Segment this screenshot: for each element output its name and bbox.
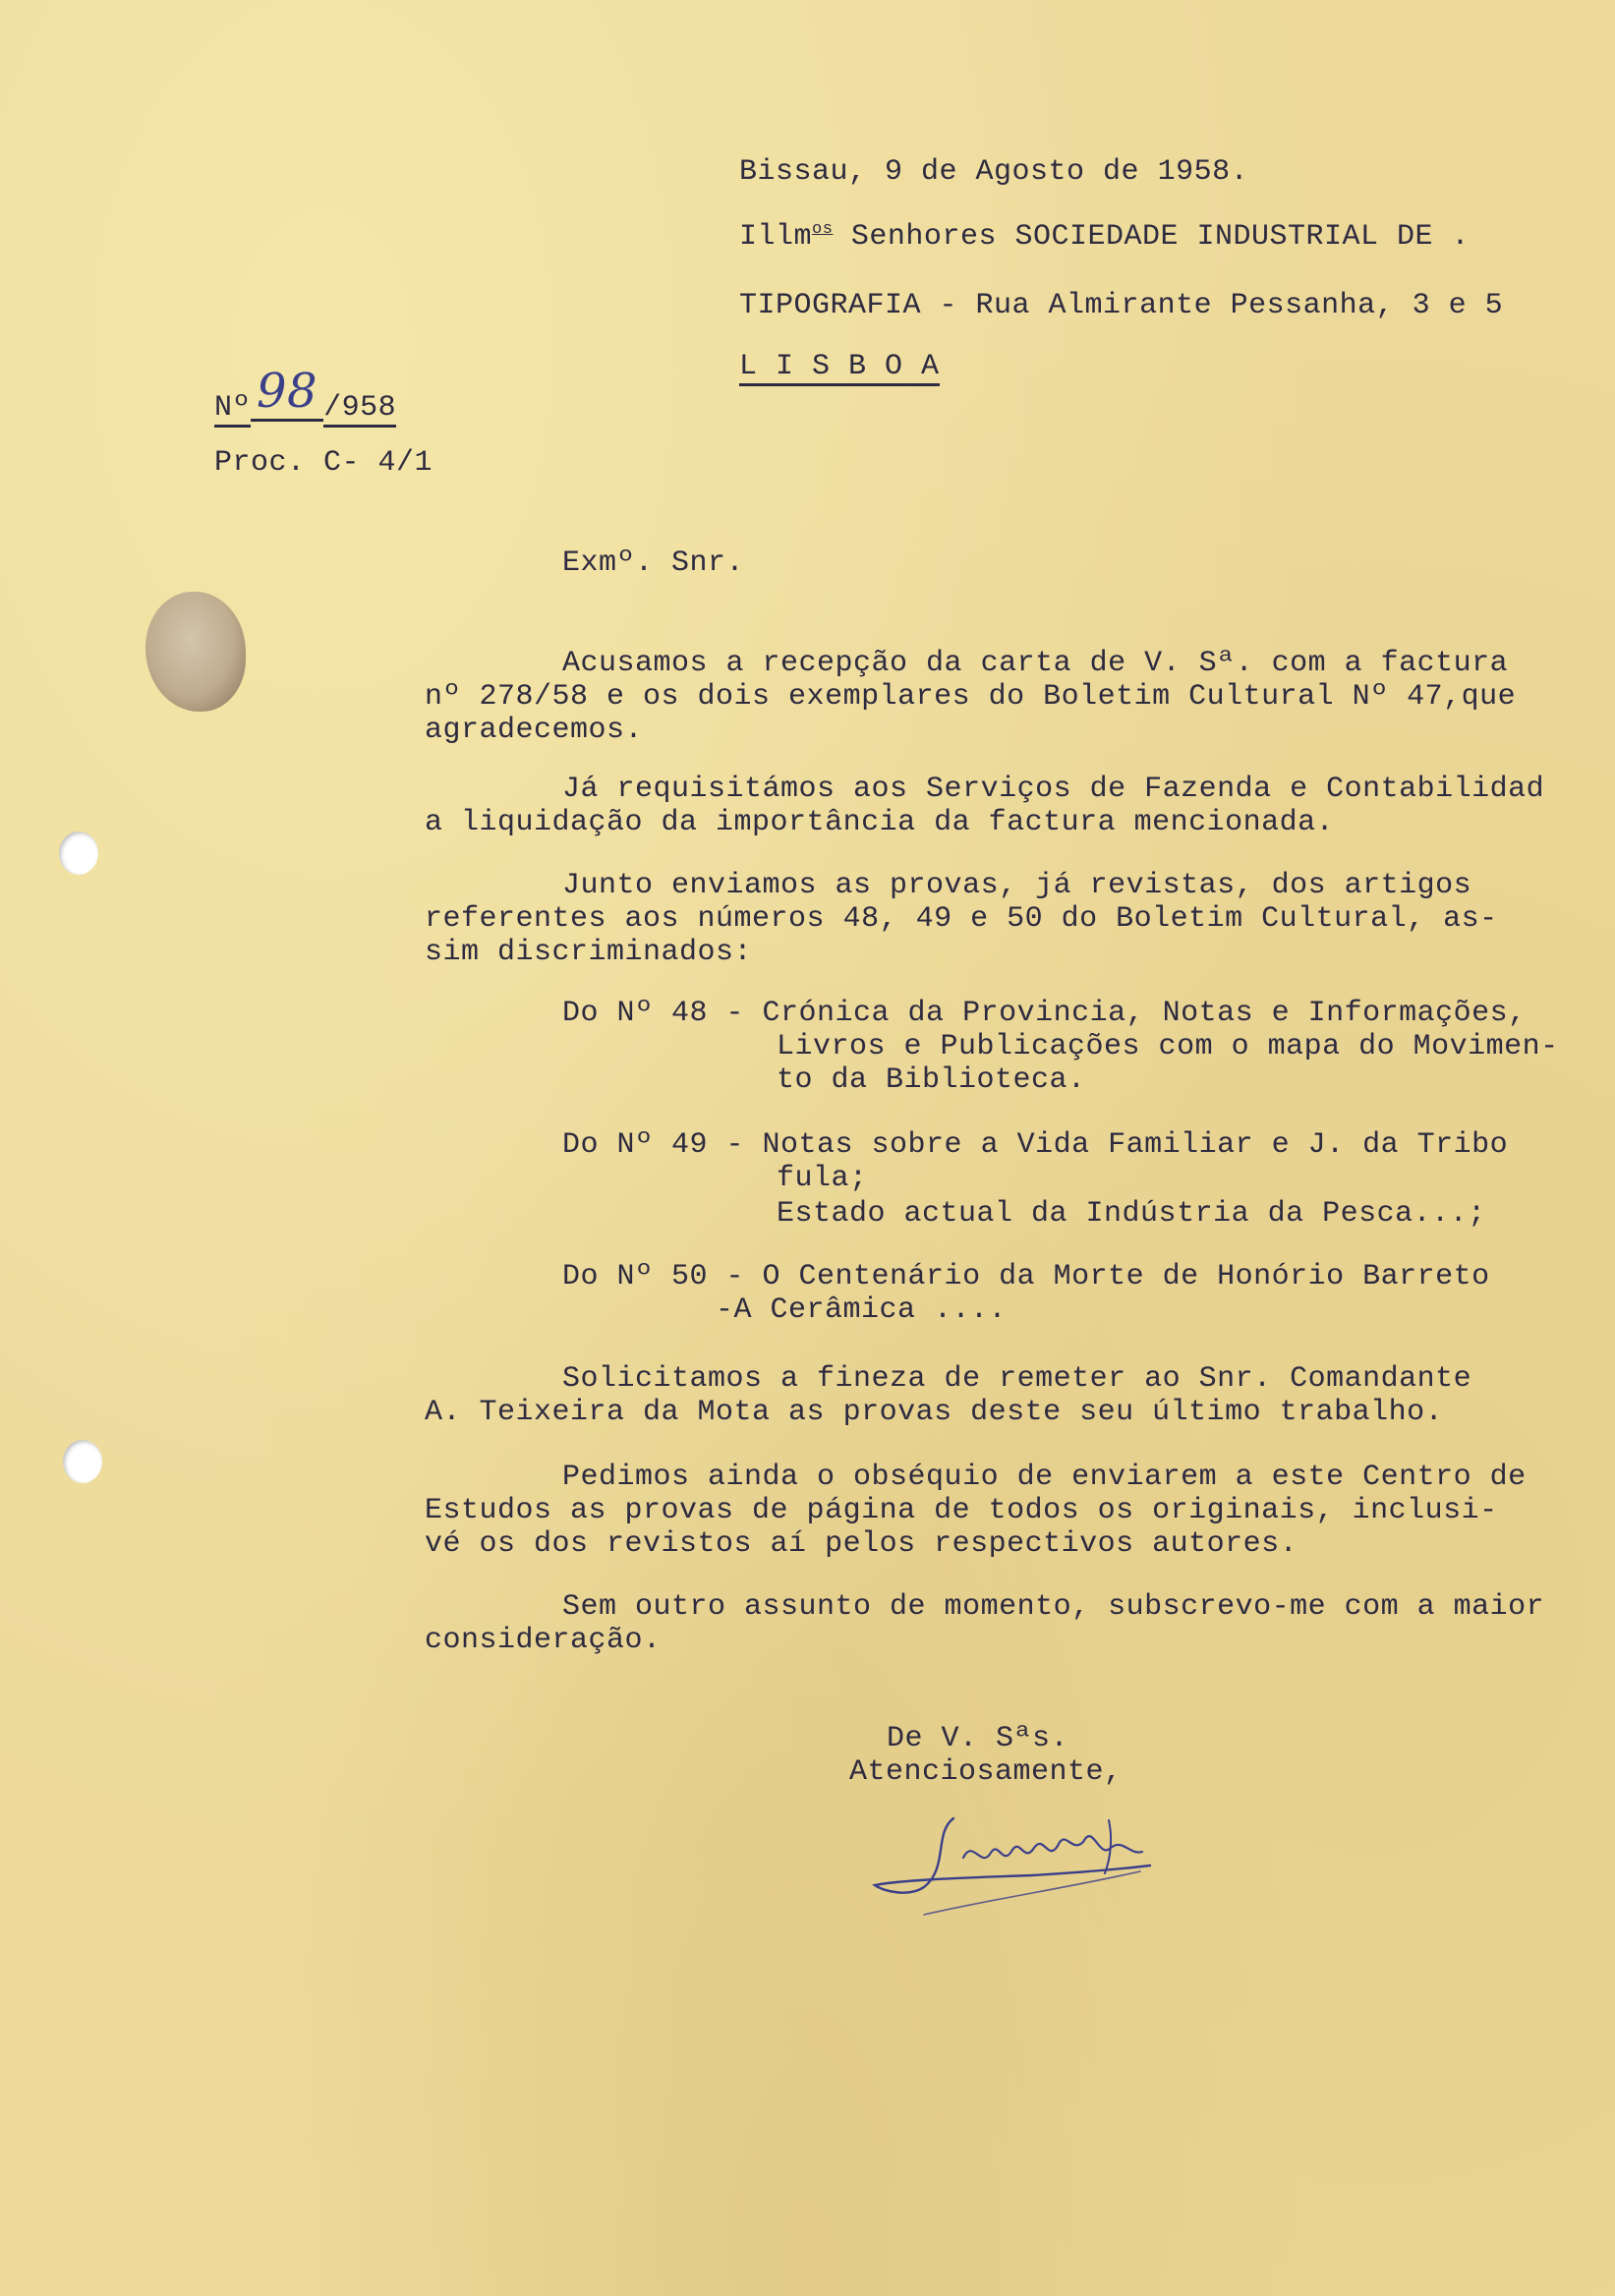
paragraph-2-line-1: Já requisitámos aos Serviços de Fazenda e Contabilidad xyxy=(562,773,1545,806)
paragraph-6-line-1: Sem outro assunto de momento, subscrevo-me com a maior xyxy=(562,1590,1545,1624)
paragraph-4-line-2: A. Teixeira da Mota as provas deste seu último trabalho. xyxy=(425,1396,1444,1429)
addressee-line-1: Illm$^{os}$ Senhores SOCIEDADE INDUSTRIAL DE . xyxy=(739,220,1471,254)
paragraph-5-line-1: Pedimos ainda o obséquio de enviarem a este Centro de xyxy=(562,1461,1527,1494)
paragraph-3-line-1: Junto enviamos as provas, já revistas, dos artigos xyxy=(562,869,1472,902)
punch-hole-upper xyxy=(59,832,98,875)
paragraph-1-line-3: agradecemos. xyxy=(425,714,644,747)
punch-hole-lower xyxy=(63,1440,102,1483)
place-date: Bissau, 9 de Agosto de 1958. xyxy=(739,155,1249,189)
paragraph-4-line-1: Solicitamos a fineza de remeter ao Snr. Comandante xyxy=(562,1362,1472,1396)
stain-mark xyxy=(145,592,246,712)
closing-line-1: De V. Sªs. xyxy=(887,1722,1069,1755)
item-50-line-2: -A Cerâmica .... xyxy=(716,1293,1008,1327)
process-reference: Proc. C- 4/1 xyxy=(214,446,433,480)
item-48-line-2: Livros e Publicações com o mapa do Movimen- xyxy=(777,1030,1559,1063)
closing-line-2: Atenciosamente, xyxy=(849,1755,1123,1789)
paragraph-6-line-2: consideração. xyxy=(425,1624,662,1657)
paragraph-2-line-2: a liquidação da importância da factura mencionada. xyxy=(425,806,1335,839)
item-49-line-2: fula; xyxy=(777,1162,868,1195)
signature xyxy=(865,1799,1180,1926)
paragraph-5-line-3: vé os dos revistos aí pelos respectivos autores. xyxy=(425,1527,1298,1561)
handwritten-number: 98 xyxy=(251,364,323,422)
salutation: Exmº. Snr. xyxy=(562,546,745,580)
paragraph-3-line-2: referentes aos números 48, 49 e 50 do Boletim Cultural, as- xyxy=(425,902,1498,936)
addressee-city: L I S B O A xyxy=(739,350,940,386)
item-48-line-1: Do Nº 48 - Crónica da Provincia, Notas e Informações, xyxy=(562,997,1527,1030)
paragraph-1-line-2: nº 278/58 e os dois exemplares do Boletim Cultural Nº 47,que xyxy=(425,680,1517,714)
item-49-line-3: Estado actual da Indústria da Pesca...; xyxy=(777,1197,1486,1231)
paragraph-3-line-3: sim discriminados: xyxy=(425,936,753,969)
addressee-line-2: TIPOGRAFIA - Rua Almirante Pessanha, 3 e 5 xyxy=(739,289,1504,322)
paragraph-1-line-1: Acusamos a recepção da carta de V. Sª. com a factura xyxy=(562,647,1509,680)
item-50-line-1: Do Nº 50 - O Centenário da Morte de Honório Barreto xyxy=(562,1260,1490,1293)
item-48-line-3: to da Biblioteca. xyxy=(777,1063,1086,1097)
item-49-line-1: Do Nº 49 - Notas sobre a Vida Familiar e J. da Tribo xyxy=(562,1128,1509,1162)
reference-number: Nº 98 /958 xyxy=(214,375,396,425)
paragraph-5-line-2: Estudos as provas de página de todos os originais, inclusi- xyxy=(425,1494,1498,1527)
